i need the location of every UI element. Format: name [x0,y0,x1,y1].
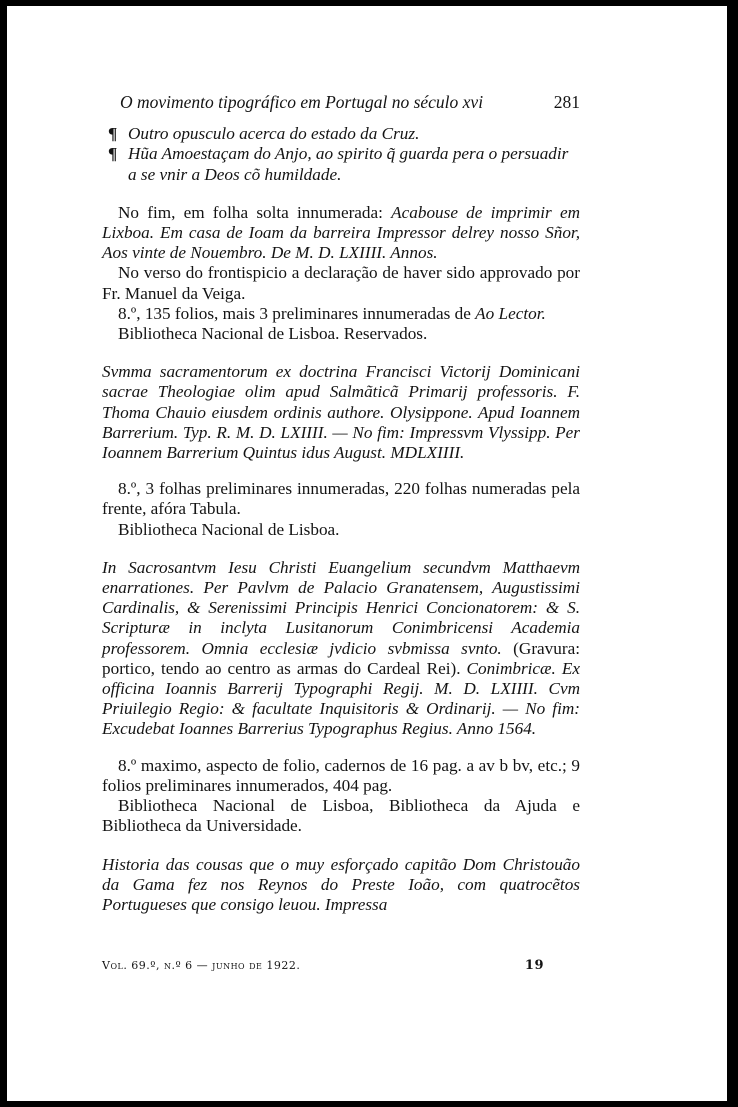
title-entry-summa: Svmma sacramentorum ex doctrina Francisci Victorij Dominicani sacrae Theologiae olim apud Salmãticã Primarij professoris. F. Thoma Chauio eiusdem ordinis authore. Olysippone. Apud Ioannem Barrerium. Typ. R. M. D. LXIIII. — No fim: Impressvm Vlyssipp. Per Ioannem Barrerium Quintus idus August. MDLXIIII. [102,362,580,463]
scan-border-bottom [0,1101,738,1107]
running-head-title: O movimento tipográfico em Portugal no século xvi [120,92,484,112]
collation-paragraph [102,304,580,324]
location-paragraph: Bibliotheca Nacional de Lisboa. Reservados. [118,324,428,344]
colophon-lead: No fim, em folha solta innumerada: [118,202,392,222]
page-number: 281 [553,92,580,112]
summa-notes [102,479,580,540]
title-entry-matthaevm [102,558,580,740]
colophon-block [102,203,580,344]
colophon-italic: Acabouse de imprimir em Lixboa. Em casa de Ioam da barreira Impressor delrey nosso Sñor, Aos vinte de Nouembro. De M. D. LXIIII. Annos. [102,202,580,263]
matthaevm-collation: 8.º maximo, aspecto de folio, cadernos de 16 pag. a av b bv, etc.; 9 folios preliminares innumerados, 404 pag. [102,755,580,795]
matthaevm-location: Bibliotheca Nacional de Lisboa, Bibliotheca da Ajuda e Bibliotheca da Universidade. [102,796,580,836]
pilcrow-icon: ¶ [108,144,118,164]
collation-italic: Ao Lector. [475,303,546,323]
journal-volume-line: Vol. 69.º, n.º 6 — junho de 1922. [102,959,301,972]
summa-location: Bibliotheca Nacional de Lisboa. [118,519,340,539]
list-item [102,144,580,184]
scan-border-left [0,0,7,1107]
matthaevm-title-part1: In Sacrosantvm Iesu Christi Euangelium secundvm Matthaevm enarrationes. Per Pavlvm de Palacio Granatensem, Augustissimi Cardinalis, & Serenissimi Principis Henrici Concionatorem: & S. Scripturæ in inclyta Lusitanorum Conimbricensi Academia professorem. Omnia ecclesiæ jvdicio svbmissa svnto. [102,557,580,658]
scan-border-right [727,0,738,1107]
list-item [102,124,580,144]
page-footer [102,958,580,973]
matthaevm-engraving-note: (Gravura: portico, tendo ao centro as armas do Cardeal Rei). [102,638,580,678]
gathering-signature: 19 [524,958,544,973]
summa-collation: 8.º, 3 folhas preliminares innumeradas, 220 folhas numeradas pela frente, afóra Tabula. [102,479,580,519]
approval-paragraph: No verso do frontispicio a declaração de haver sido approvado por Fr. Manuel da Veiga. [102,263,580,303]
pilcrow-icon: ¶ [108,124,118,144]
entry-list [102,124,580,185]
running-head [102,92,580,112]
matthaevm-notes [102,756,580,837]
entry-text: Hũa Amoestaçam do Anjo, ao spirito q̃ guarda pera o persuadir a se vnir a Deos cõ humildade. [128,144,569,184]
page-body [102,92,580,915]
colophon-paragraph [102,203,580,264]
scan-border-top [0,0,738,6]
entry-text: Outro opusculo acerca do estado da Cruz. [128,124,420,144]
collation-lead: 8.º, 135 folios, mais 3 preliminares innumeradas de [118,303,476,323]
title-entry-historia: Historia das cousas que o muy esforçado capitão Dom Christouão da Gama fez nos Reynos do Preste Ioão, com quatrocẽtos Portugueses que consigo leuou. Impressa [102,854,580,914]
matthaevm-title-part2: Conimbricæ. Ex officina Ioannis Barrerij Typographi Regij. M. D. LXIIII. Cvm Priuilegio Regio: & facultate Inquisitoris & Ordinarij. — No fim: Excudebat Ioannes Barrerius Typographus Regius. Anno 1564. [102,658,580,739]
